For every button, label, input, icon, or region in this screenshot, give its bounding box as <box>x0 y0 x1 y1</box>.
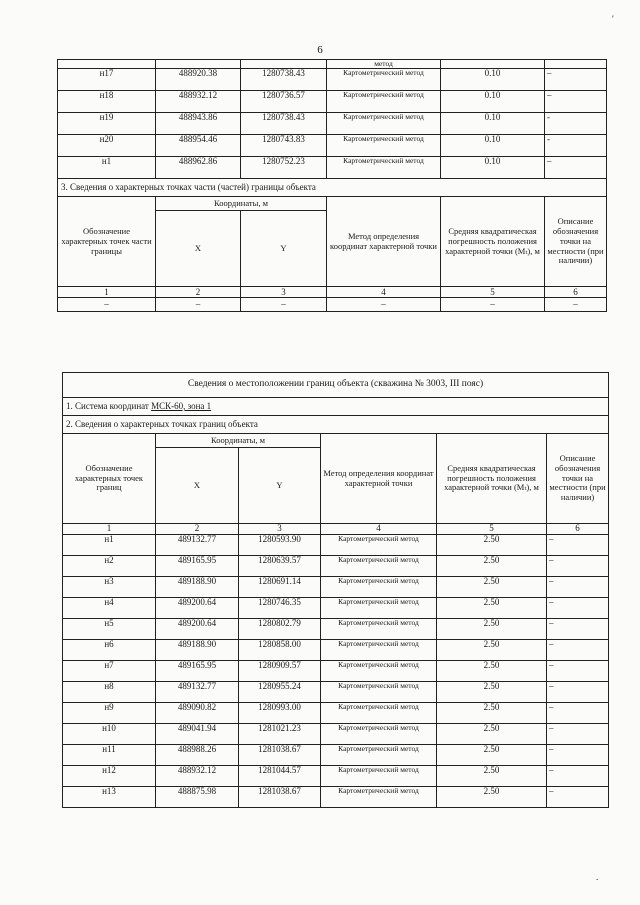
method-cell: Картометрический метод <box>321 598 437 619</box>
error-cell: 2.50 <box>437 598 547 619</box>
description-cell: – <box>547 619 609 640</box>
x-coordinate-cell: 488932.12 <box>156 91 241 113</box>
x-coordinate-cell: 488954.46 <box>156 135 241 157</box>
x-coordinate-cell: 489132.77 <box>156 682 239 703</box>
table-row <box>58 135 607 157</box>
error-cell: 2.50 <box>437 766 547 787</box>
col-num: 5 <box>441 287 545 298</box>
y-header: Y <box>239 448 321 524</box>
point-id-cell: н20 <box>58 135 156 157</box>
description-cell: – <box>547 766 609 787</box>
description-cell: – <box>545 69 607 91</box>
table-row <box>58 69 607 91</box>
x-coordinate-cell: 489188.90 <box>156 577 239 598</box>
section-3-row <box>58 179 607 197</box>
designation-header: Обозначение характерных точек границ <box>63 434 156 524</box>
point-id-cell: н12 <box>63 766 156 787</box>
description-cell: – <box>547 724 609 745</box>
section-2-heading: 2. Сведения о характерных точках границ объекта <box>63 416 609 434</box>
method-cell: Картометрический метод <box>327 135 441 157</box>
x-coordinate-cell: 489165.95 <box>156 661 239 682</box>
top-coordinates-table <box>57 59 607 312</box>
error-cell: 2.50 <box>437 745 547 766</box>
coords-header: Координаты, м <box>156 434 321 448</box>
table-row <box>63 724 609 745</box>
table-row <box>58 157 607 179</box>
y-coordinate-cell: 1280593.90 <box>239 535 321 556</box>
y-coordinate-cell: 1281038.67 <box>239 787 321 808</box>
error-cell: 0.10 <box>441 113 545 135</box>
method-cell: метод <box>327 60 441 69</box>
method-cell: Картометрический метод <box>321 766 437 787</box>
description-cell: – <box>547 577 609 598</box>
x-coordinate-cell: 489090.82 <box>156 703 239 724</box>
point-id-cell: н9 <box>63 703 156 724</box>
coordinate-system-row <box>63 398 609 416</box>
y-coordinate-cell: 1280993.00 <box>239 703 321 724</box>
scan-mark: . <box>596 872 599 882</box>
page-number: 6 <box>317 44 323 56</box>
point-id-cell: н1 <box>63 535 156 556</box>
error-cell: 0.10 <box>441 135 545 157</box>
dash-cell: – <box>58 298 156 312</box>
point-id-cell: н19 <box>58 113 156 135</box>
section-2-row <box>63 416 609 434</box>
table-row <box>63 682 609 703</box>
method-cell: Картометрический метод <box>321 577 437 598</box>
dash-cell: – <box>241 298 327 312</box>
x-coordinate-cell: 488920.38 <box>156 69 241 91</box>
column-number-row <box>63 524 609 535</box>
y-coordinate-cell: 1281044.57 <box>239 766 321 787</box>
error-cell: 2.50 <box>437 535 547 556</box>
description-cell: - <box>545 113 607 135</box>
col-num: 3 <box>241 287 327 298</box>
table-row <box>63 703 609 724</box>
table-row <box>63 766 609 787</box>
coordinate-system <box>63 398 609 416</box>
method-cell: Картометрический метод <box>321 535 437 556</box>
table-row <box>63 577 609 598</box>
description-cell: – <box>547 535 609 556</box>
method-cell: Картометрический метод <box>321 724 437 745</box>
y-header: Y <box>241 211 327 287</box>
error-cell: 2.50 <box>437 787 547 808</box>
x-coordinate-cell: 489165.95 <box>156 556 239 577</box>
table-row <box>63 640 609 661</box>
method-cell: Картометрический метод <box>327 157 441 179</box>
description-cell: – <box>547 598 609 619</box>
col-num: 6 <box>547 524 609 535</box>
boundary-points-table <box>62 372 609 808</box>
dash-cell: – <box>545 298 607 312</box>
col-num: 1 <box>63 524 156 535</box>
section-3-heading: 3. Сведения о характерных точках части (частей) границы объекта <box>58 179 607 197</box>
error-header: Средняя квадратическая погрешность положения характерной точки (Mₜ), м <box>437 434 547 524</box>
table-row <box>63 598 609 619</box>
method-cell: Картометрический метод <box>327 113 441 135</box>
error-cell: 0.10 <box>441 91 545 113</box>
table-row <box>58 91 607 113</box>
x-coordinate-cell: 489200.64 <box>156 598 239 619</box>
y-coordinate-cell: 1280955.24 <box>239 682 321 703</box>
method-cell: Картометрический метод <box>321 640 437 661</box>
col-num: 6 <box>545 287 607 298</box>
method-header: Метод определения координат характерной точки <box>321 434 437 524</box>
description-cell: – <box>547 787 609 808</box>
point-id-cell: н10 <box>63 724 156 745</box>
coordinate-system-label: 1. Система координат <box>66 400 152 411</box>
point-id-cell: н13 <box>63 787 156 808</box>
table-row <box>63 619 609 640</box>
x-coordinate-cell: 488962.86 <box>156 157 241 179</box>
col-num: 4 <box>321 524 437 535</box>
point-id-cell: н11 <box>63 745 156 766</box>
y-coordinate-cell: 1280858.00 <box>239 640 321 661</box>
description-cell: – <box>547 745 609 766</box>
header-row <box>63 434 609 448</box>
point-id-cell: н17 <box>58 69 156 91</box>
column-number-row <box>58 287 607 298</box>
method-cell: Картометрический метод <box>327 91 441 113</box>
description-cell: – <box>547 682 609 703</box>
description-cell: – <box>547 640 609 661</box>
x-coordinate-cell: 489132.77 <box>156 535 239 556</box>
x-header: X <box>156 211 241 287</box>
continuation-row <box>58 60 607 69</box>
desc-header: Описание обозначения точки на местности (при наличии) <box>547 434 609 524</box>
point-id-cell: н1 <box>58 157 156 179</box>
x-coordinate-cell: 489041.94 <box>156 724 239 745</box>
error-cell: 2.50 <box>437 619 547 640</box>
y-coordinate-cell: 1280738.43 <box>241 69 327 91</box>
y-coordinate-cell: 1280802.79 <box>239 619 321 640</box>
col-num: 2 <box>156 524 239 535</box>
point-id-cell: н6 <box>63 640 156 661</box>
coordinate-system-name: МСК-60, зона 1 <box>151 400 212 411</box>
point-id-cell: н5 <box>63 619 156 640</box>
scan-mark: ′ <box>612 14 614 24</box>
col-num: 2 <box>156 287 241 298</box>
method-cell: Картометрический метод <box>321 703 437 724</box>
table-row <box>63 745 609 766</box>
x-header: X <box>156 448 239 524</box>
description-cell: – <box>545 91 607 113</box>
method-cell: Картометрический метод <box>321 619 437 640</box>
point-id-cell: н7 <box>63 661 156 682</box>
table-row <box>63 556 609 577</box>
header-row <box>58 197 607 211</box>
error-cell: 2.50 <box>437 640 547 661</box>
table-row <box>63 787 609 808</box>
desc-header: Описание обозначения точки на местности (при наличии) <box>545 197 607 287</box>
point-id-cell: н8 <box>63 682 156 703</box>
error-cell: 2.50 <box>437 577 547 598</box>
point-id-cell: н3 <box>63 577 156 598</box>
y-coordinate-cell: 1280691.14 <box>239 577 321 598</box>
method-cell: Картометрический метод <box>321 661 437 682</box>
col-num: 1 <box>58 287 156 298</box>
x-coordinate-cell: 489188.90 <box>156 640 239 661</box>
x-coordinate-cell: 488943.86 <box>156 113 241 135</box>
description-cell: – <box>547 661 609 682</box>
y-coordinate-cell: 1281021.23 <box>239 724 321 745</box>
y-coordinate-cell: 1280752.23 <box>241 157 327 179</box>
method-cell: Картометрический метод <box>321 556 437 577</box>
dash-cell: – <box>156 298 241 312</box>
description-cell: – <box>547 703 609 724</box>
table-title: Сведения о местоположении границ объекта (скважина № 3003, III пояс) <box>63 373 609 398</box>
x-coordinate-cell: 488988.26 <box>156 745 239 766</box>
table-row <box>63 661 609 682</box>
dash-cell: – <box>327 298 441 312</box>
method-header: Метод определения координат характерной точки <box>327 197 441 287</box>
error-cell: 2.50 <box>437 703 547 724</box>
y-coordinate-cell: 1280743.83 <box>241 135 327 157</box>
coords-header: Координаты, м <box>156 197 327 211</box>
dash-cell: – <box>441 298 545 312</box>
description-cell: – <box>545 157 607 179</box>
table-row <box>58 113 607 135</box>
method-cell: Картометрический метод <box>327 69 441 91</box>
x-coordinate-cell: 488875.98 <box>156 787 239 808</box>
method-cell: Картометрический метод <box>321 682 437 703</box>
error-cell: 2.50 <box>437 661 547 682</box>
table-row <box>63 535 609 556</box>
table-title-row <box>63 373 609 398</box>
y-coordinate-cell: 1280738.43 <box>241 113 327 135</box>
y-coordinate-cell: 1280639.57 <box>239 556 321 577</box>
description-cell: – <box>547 556 609 577</box>
error-cell: 2.50 <box>437 556 547 577</box>
error-cell: 2.50 <box>437 724 547 745</box>
dash-row <box>58 298 607 312</box>
method-cell: Картометрический метод <box>321 745 437 766</box>
designation-header: Обозначение характерных точек части границы <box>58 197 156 287</box>
description-cell: - <box>545 135 607 157</box>
y-coordinate-cell: 1280736.57 <box>241 91 327 113</box>
y-coordinate-cell: 1280909.57 <box>239 661 321 682</box>
error-cell: 2.50 <box>437 682 547 703</box>
y-coordinate-cell: 1280746.35 <box>239 598 321 619</box>
error-cell: 0.10 <box>441 157 545 179</box>
y-coordinate-cell: 1281038.67 <box>239 745 321 766</box>
method-cell: Картометрический метод <box>321 787 437 808</box>
col-num: 4 <box>327 287 441 298</box>
x-coordinate-cell: 488932.12 <box>156 766 239 787</box>
col-num: 3 <box>239 524 321 535</box>
point-id-cell: н4 <box>63 598 156 619</box>
col-num: 5 <box>437 524 547 535</box>
point-id-cell: н18 <box>58 91 156 113</box>
error-cell: 0.10 <box>441 69 545 91</box>
error-header: Средняя квадратическая погрешность положения характерной точки (Mₜ), м <box>441 197 545 287</box>
x-coordinate-cell: 489200.64 <box>156 619 239 640</box>
point-id-cell: н2 <box>63 556 156 577</box>
